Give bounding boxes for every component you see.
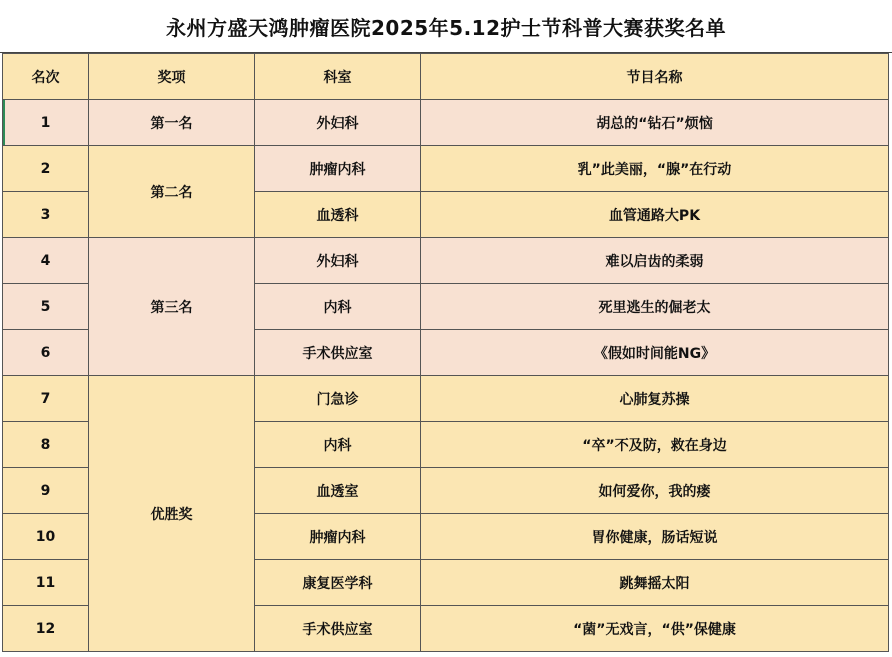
program-cell: 心肺复苏操: [421, 376, 889, 422]
dept-cell: 康复医学科: [255, 560, 421, 606]
dept-cell: 手术供应室: [255, 330, 421, 376]
award-cell-first: 第一名: [89, 100, 255, 146]
dept-cell: 血透科: [255, 192, 421, 238]
dept-cell: 肿瘤内科: [255, 514, 421, 560]
header-row: [3, 54, 889, 100]
award-cell-excellence: 优胜奖: [89, 376, 255, 652]
program-cell: “卒”不及防，救在身边: [421, 422, 889, 468]
program-cell: 《假如时间能NG》: [421, 330, 889, 376]
page-title: 永州方盛天鸿肿瘤医院2025年5.12护士节科普大赛获奖名单: [0, 0, 892, 53]
rank-cell: 10: [3, 514, 89, 560]
award-table: [2, 53, 889, 652]
table-row: [3, 376, 889, 422]
award-cell-second: 第二名: [89, 146, 255, 238]
program-cell: 死里逃生的倔老太: [421, 284, 889, 330]
table-row: [3, 100, 889, 146]
rank-cell: 11: [3, 560, 89, 606]
rank-cell: 6: [3, 330, 89, 376]
program-cell: 乳”此美丽，“腺”在行动: [421, 146, 889, 192]
dept-cell: 内科: [255, 284, 421, 330]
program-cell: 如何爱你，我的瘘: [421, 468, 889, 514]
rank-cell: 4: [3, 238, 89, 284]
header-award: 奖项: [89, 54, 255, 100]
header-dept: 科室: [255, 54, 421, 100]
header-program: 节目名称: [421, 54, 889, 100]
dept-cell: 手术供应室: [255, 606, 421, 652]
rank-cell: 5: [3, 284, 89, 330]
rank-cell: 2: [3, 146, 89, 192]
program-cell: 跳舞摇太阳: [421, 560, 889, 606]
table-row: [3, 238, 889, 284]
dept-cell: 门急诊: [255, 376, 421, 422]
program-cell: 胃你健康，肠话短说: [421, 514, 889, 560]
table-row: [3, 146, 889, 192]
rank-cell: 12: [3, 606, 89, 652]
award-cell-third: 第三名: [89, 238, 255, 376]
rank-cell: 3: [3, 192, 89, 238]
dept-cell: 内科: [255, 422, 421, 468]
dept-cell: 外妇科: [255, 238, 421, 284]
program-cell: 胡总的“钻石”烦恼: [421, 100, 889, 146]
program-cell: 难以启齿的柔弱: [421, 238, 889, 284]
program-cell: “菌”无戏言，“供”保健康: [421, 606, 889, 652]
rank-cell: 9: [3, 468, 89, 514]
program-cell: 血管通路大PK: [421, 192, 889, 238]
dept-cell: 外妇科: [255, 100, 421, 146]
dept-cell: 血透室: [255, 468, 421, 514]
rank-cell: 8: [3, 422, 89, 468]
dept-cell: 肿瘤内科: [255, 146, 421, 192]
rank-cell: 7: [3, 376, 89, 422]
header-rank: 名次: [3, 54, 89, 100]
rank-cell[interactable]: 1: [3, 100, 89, 146]
